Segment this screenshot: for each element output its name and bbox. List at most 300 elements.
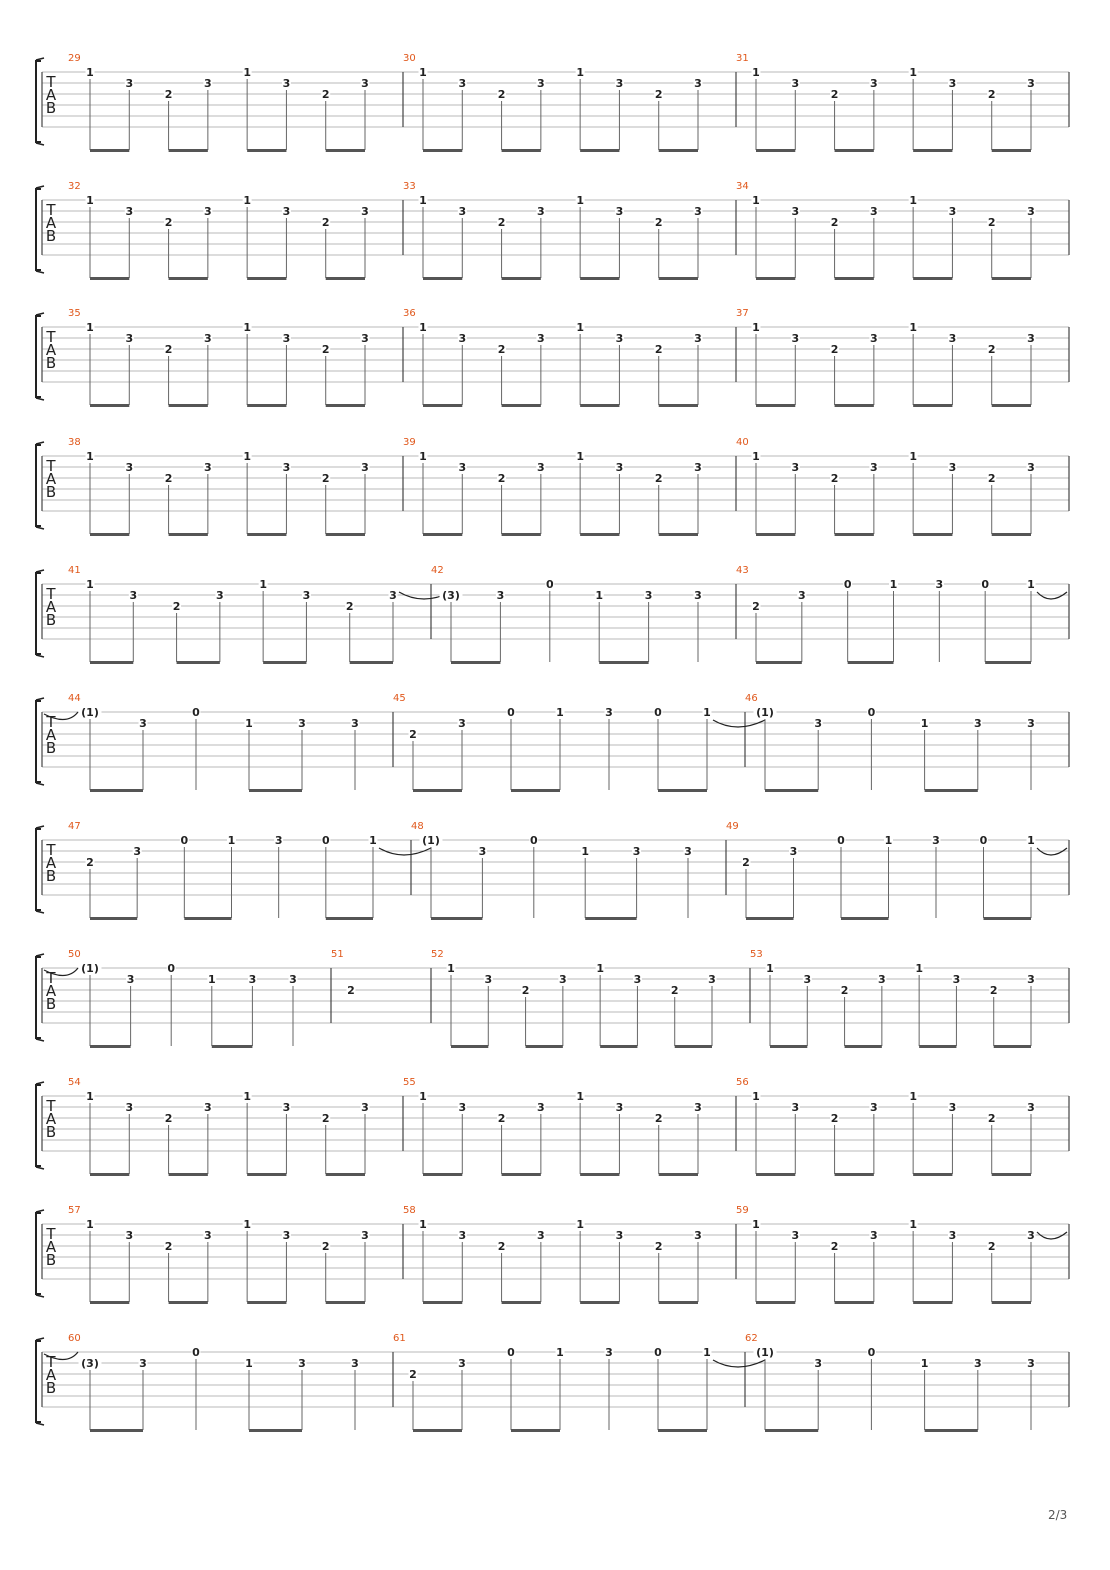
measure xyxy=(736,308,1036,407)
tab-clef-letter: A xyxy=(45,1110,57,1128)
beam xyxy=(247,533,286,536)
fret-number: 0 xyxy=(837,834,845,847)
fret-number: 3 xyxy=(1027,77,1035,90)
tab-clef-letter: B xyxy=(45,867,57,885)
fret-number: 3 xyxy=(948,1229,957,1242)
fret-number: 3 xyxy=(361,205,369,218)
fret-number: 2 xyxy=(321,472,330,485)
tab-clef-letter: T xyxy=(46,585,56,603)
measure xyxy=(403,181,703,280)
measure xyxy=(68,308,370,407)
measure-number: 46 xyxy=(745,693,758,704)
system-bracket xyxy=(36,829,41,910)
fret-number: 3 xyxy=(948,77,957,90)
measure xyxy=(68,821,431,920)
fret-number: 1 xyxy=(752,1218,760,1231)
fret-number: 1 xyxy=(245,717,253,730)
fret-number: 3 xyxy=(458,1357,466,1370)
measure-number: 44 xyxy=(68,693,81,704)
tab-clef-letter: B xyxy=(45,1379,57,1397)
fret-number: 1 xyxy=(556,706,564,719)
fret-number: 3 xyxy=(605,1346,613,1359)
measure xyxy=(403,308,703,407)
fret-number: 2 xyxy=(321,216,330,229)
beam xyxy=(659,149,698,152)
fret-number: 3 xyxy=(633,973,642,986)
measure-number: 49 xyxy=(726,821,739,832)
fret-number: 3 xyxy=(248,973,257,986)
fret-number: (3) xyxy=(81,1357,99,1370)
beam xyxy=(502,404,541,407)
fret-number: 1 xyxy=(576,450,584,463)
beam xyxy=(502,149,541,152)
fret-number: 1 xyxy=(1027,578,1035,591)
beam xyxy=(511,1429,560,1432)
measure xyxy=(745,693,1036,792)
beam xyxy=(580,149,619,152)
fret-number: 1 xyxy=(889,578,898,591)
fret-number: 3 xyxy=(694,589,702,602)
fret-number: 1 xyxy=(766,962,774,975)
beam xyxy=(845,1045,882,1048)
fret-number: 0 xyxy=(167,962,176,975)
measure-number: 32 xyxy=(68,181,81,192)
beam xyxy=(994,1045,1031,1048)
fret-number: 3 xyxy=(632,845,641,858)
fret-number: 1 xyxy=(703,1346,711,1359)
beam xyxy=(169,1173,208,1176)
fret-number: 3 xyxy=(282,1229,291,1242)
beam xyxy=(913,1301,952,1304)
measure-number: 41 xyxy=(68,565,81,576)
fret-number: 2 xyxy=(321,1240,330,1253)
fret-number: 3 xyxy=(605,706,613,719)
fret-number: 3 xyxy=(694,205,702,218)
bracket-hook xyxy=(36,911,44,913)
system-bracket xyxy=(36,573,41,654)
fret-number: 1 xyxy=(909,321,917,334)
tab-clef-letter: B xyxy=(45,354,57,372)
tab-system xyxy=(36,565,1069,664)
beam xyxy=(925,789,978,792)
fret-number: 2 xyxy=(654,88,663,101)
fret-number: 3 xyxy=(361,332,369,345)
fret-number: 3 xyxy=(125,77,134,90)
tab-clef-letter: A xyxy=(45,470,57,488)
measure xyxy=(750,949,1036,1048)
beam xyxy=(992,1173,1031,1176)
beam xyxy=(835,404,874,407)
tab-system xyxy=(36,1077,1069,1176)
beam xyxy=(90,404,129,407)
measure-number: 61 xyxy=(393,1333,406,1344)
fret-number: 1 xyxy=(86,578,94,591)
measure-number: 43 xyxy=(736,565,749,576)
beam xyxy=(326,1301,365,1304)
measure xyxy=(736,1077,1036,1176)
fret-number: 0 xyxy=(192,706,200,719)
beam xyxy=(502,277,541,280)
fret-number: 3 xyxy=(870,1101,878,1114)
bracket-hook xyxy=(36,186,44,188)
measure xyxy=(736,181,1036,280)
fret-number: 3 xyxy=(204,205,212,218)
fret-number: 3 xyxy=(204,1101,212,1114)
bracket-hook xyxy=(36,1210,44,1212)
beam xyxy=(600,1045,637,1048)
bracket-hook xyxy=(36,1082,44,1084)
fret-number: 0 xyxy=(981,578,989,591)
beam xyxy=(326,1173,365,1176)
fret-number: 3 xyxy=(948,332,957,345)
beam xyxy=(756,661,802,664)
fret-number: 3 xyxy=(791,1229,800,1242)
fret-number: 1 xyxy=(703,706,711,719)
system-bracket xyxy=(36,1085,41,1166)
beam xyxy=(770,1045,807,1048)
beam xyxy=(913,1173,952,1176)
fret-number: 2 xyxy=(830,343,839,356)
beam xyxy=(765,789,818,792)
measure-number: 36 xyxy=(403,308,416,319)
fret-number: 2 xyxy=(987,216,996,229)
fret-number: 1 xyxy=(576,1218,584,1231)
tab-clef-letter: A xyxy=(45,726,57,744)
beam xyxy=(756,1301,795,1304)
measure-number: 56 xyxy=(736,1077,749,1088)
fret-number: 2 xyxy=(321,343,330,356)
beam xyxy=(659,1173,698,1176)
tab-clef-letter: A xyxy=(45,982,57,1000)
beam xyxy=(658,789,707,792)
fret-number: 1 xyxy=(243,1218,251,1231)
beam xyxy=(326,404,365,407)
beam xyxy=(585,917,636,920)
fret-number: 1 xyxy=(243,450,251,463)
bracket-hook xyxy=(36,1167,44,1169)
fret-number: 2 xyxy=(987,343,996,356)
fret-number: 1 xyxy=(86,1090,94,1103)
bracket-hook xyxy=(36,1039,44,1041)
fret-number: 3 xyxy=(559,973,567,986)
beam xyxy=(247,149,286,152)
tab-clef-letter: A xyxy=(45,1238,57,1256)
beam xyxy=(756,404,795,407)
beam xyxy=(184,917,231,920)
measure xyxy=(68,1205,370,1304)
fret-number: 3 xyxy=(791,77,800,90)
measure xyxy=(726,821,1067,920)
bracket-hook xyxy=(36,783,44,785)
tab-clef-letter: B xyxy=(45,739,57,757)
fret-number: 3 xyxy=(298,717,306,730)
fret-number: 3 xyxy=(878,973,886,986)
beam xyxy=(992,277,1031,280)
measure xyxy=(736,437,1036,536)
beam xyxy=(984,917,1032,920)
beam xyxy=(992,404,1031,407)
beam xyxy=(659,404,698,407)
fret-number: 3 xyxy=(1027,332,1035,345)
fret-number: 3 xyxy=(1027,461,1035,474)
fret-number: 3 xyxy=(389,589,397,602)
tab-clef-letter: T xyxy=(46,201,56,219)
tab-clef-letter: T xyxy=(46,713,56,731)
fret-number: 3 xyxy=(302,589,311,602)
beam xyxy=(350,661,393,664)
fret-number: 3 xyxy=(204,461,212,474)
bracket-hook xyxy=(36,271,44,273)
fret-number: 0 xyxy=(654,1346,662,1359)
fret-number: 3 xyxy=(126,973,135,986)
fret-number: 1 xyxy=(752,1090,760,1103)
tab-clef-letter: T xyxy=(46,1097,56,1115)
beam xyxy=(580,404,619,407)
fret-number: 3 xyxy=(484,973,493,986)
fret-number: 3 xyxy=(870,332,878,345)
system-bracket xyxy=(36,1213,41,1294)
tab-clef-letter: A xyxy=(45,214,57,232)
fret-number: 3 xyxy=(537,461,545,474)
fret-number: 3 xyxy=(708,973,716,986)
tab-system xyxy=(36,1205,1069,1304)
fret-number: 3 xyxy=(361,461,369,474)
fret-number: 3 xyxy=(289,973,297,986)
tab-clef-letter: A xyxy=(45,598,57,616)
fret-number: 1 xyxy=(909,1090,917,1103)
tab-system xyxy=(36,308,1069,407)
fret-number: 3 xyxy=(615,205,624,218)
measure xyxy=(736,53,1036,152)
fret-number: 3 xyxy=(798,589,806,602)
fret-number: 3 xyxy=(870,77,878,90)
fret-number: 2 xyxy=(321,88,330,101)
fret-number: 2 xyxy=(345,600,354,613)
bracket-hook xyxy=(36,570,44,572)
beam xyxy=(675,1045,712,1048)
fret-number: 3 xyxy=(870,461,878,474)
beam xyxy=(848,661,894,664)
beam xyxy=(249,789,302,792)
beam xyxy=(247,277,286,280)
measure-number: 33 xyxy=(403,181,416,192)
fret-number: 1 xyxy=(243,1090,251,1103)
page-number: 2/3 xyxy=(1048,1508,1068,1522)
measure xyxy=(411,821,693,920)
fret-number: 2 xyxy=(654,216,663,229)
beam xyxy=(90,1045,131,1048)
fret-number: 3 xyxy=(458,717,466,730)
fret-number: 3 xyxy=(458,77,467,90)
measure-number: 47 xyxy=(68,821,81,832)
beam xyxy=(659,277,698,280)
fret-number: 2 xyxy=(987,1240,996,1253)
beam xyxy=(212,1045,253,1048)
beam xyxy=(913,149,952,152)
fret-number: 3 xyxy=(684,845,692,858)
bracket-hook xyxy=(36,698,44,700)
fret-number: 1 xyxy=(419,1218,427,1231)
beam xyxy=(90,917,137,920)
beam xyxy=(423,1173,462,1176)
tab-system xyxy=(36,437,1069,536)
fret-number: 2 xyxy=(172,600,181,613)
tab-system xyxy=(36,949,1069,1048)
bracket-hook xyxy=(36,58,44,60)
beam xyxy=(169,149,208,152)
beam xyxy=(599,661,648,664)
measure-number: 30 xyxy=(403,53,416,64)
tab-clef-letter: B xyxy=(45,99,57,117)
fret-number: 3 xyxy=(125,332,134,345)
tab-system xyxy=(36,693,1069,792)
fret-number: 2 xyxy=(497,1240,506,1253)
fret-number: 2 xyxy=(654,343,663,356)
measure-number: 31 xyxy=(736,53,749,64)
measure-number: 55 xyxy=(403,1077,416,1088)
fret-number: 2 xyxy=(497,472,506,485)
measure xyxy=(68,1077,370,1176)
fret-number: 2 xyxy=(497,88,506,101)
beam xyxy=(992,1301,1031,1304)
fret-number: 1 xyxy=(576,66,584,79)
bracket-hook xyxy=(36,1338,44,1340)
fret-number: 3 xyxy=(458,205,467,218)
fret-number: 2 xyxy=(830,1112,839,1125)
beam xyxy=(580,1173,619,1176)
beam xyxy=(169,533,208,536)
fret-number: 3 xyxy=(694,1101,702,1114)
beam xyxy=(925,1429,978,1432)
beam xyxy=(511,789,560,792)
tab-system xyxy=(36,181,1069,280)
system-bracket xyxy=(36,1341,41,1422)
beam xyxy=(263,661,306,664)
measure-number: 60 xyxy=(68,1333,81,1344)
system-bracket xyxy=(36,316,41,397)
fret-number: 0 xyxy=(322,834,330,847)
beam xyxy=(835,533,874,536)
fret-number: 0 xyxy=(654,706,662,719)
measure-number: 35 xyxy=(68,308,81,319)
beam xyxy=(326,277,365,280)
fret-number: 1 xyxy=(419,450,427,463)
fret-number: 3 xyxy=(361,1101,369,1114)
measure-number: 50 xyxy=(68,949,81,960)
beam xyxy=(177,661,220,664)
beam xyxy=(451,1045,488,1048)
fret-number: 1 xyxy=(207,973,216,986)
beam xyxy=(413,789,462,792)
beam xyxy=(90,661,133,664)
beam xyxy=(247,1301,286,1304)
tab-system xyxy=(36,1333,1069,1432)
fret-number: 0 xyxy=(192,1346,200,1359)
fret-number: 3 xyxy=(537,205,545,218)
fret-number: 3 xyxy=(791,332,800,345)
beam xyxy=(765,1429,818,1432)
fret-number: 1 xyxy=(419,194,427,207)
fret-number: 0 xyxy=(867,706,876,719)
fret-number: 1 xyxy=(556,1346,564,1359)
fret-number: 3 xyxy=(644,589,653,602)
fret-number: 1 xyxy=(752,321,760,334)
measure xyxy=(736,1205,1067,1304)
measure xyxy=(68,565,451,664)
fret-number: 3 xyxy=(1027,717,1035,730)
fret-number: 3 xyxy=(537,1229,545,1242)
fret-number: 1 xyxy=(920,1357,929,1370)
beam xyxy=(90,1301,129,1304)
fret-number: 3 xyxy=(1027,973,1035,986)
fret-number: 1 xyxy=(259,578,267,591)
fret-number: 2 xyxy=(987,472,996,485)
tab-clef-letter: B xyxy=(45,483,57,501)
fret-number: 2 xyxy=(830,216,839,229)
tab-clef-letter: A xyxy=(45,854,57,872)
fret-number: 2 xyxy=(987,1112,996,1125)
fret-number: 3 xyxy=(125,1229,134,1242)
fret-number: 1 xyxy=(245,1357,253,1370)
fret-number: 3 xyxy=(791,205,800,218)
fret-number: 1 xyxy=(86,321,94,334)
system-bracket xyxy=(36,957,41,1038)
fret-number: 3 xyxy=(952,973,961,986)
measure xyxy=(393,693,765,792)
beam xyxy=(502,1173,541,1176)
fret-number: 1 xyxy=(243,321,251,334)
fret-number: 3 xyxy=(789,845,798,858)
fret-number: 3 xyxy=(791,461,800,474)
fret-number: (1) xyxy=(756,1346,774,1359)
fret-number: 1 xyxy=(596,962,604,975)
measure-number: 38 xyxy=(68,437,81,448)
fret-number: 2 xyxy=(840,984,849,997)
beam xyxy=(756,533,795,536)
fret-number: 3 xyxy=(361,77,369,90)
fret-number: (3) xyxy=(442,589,460,602)
fret-number: 2 xyxy=(497,216,506,229)
fret-number: 2 xyxy=(164,1240,173,1253)
fret-number: 3 xyxy=(1027,1229,1035,1242)
fret-number: 3 xyxy=(814,1357,823,1370)
fret-number: 3 xyxy=(139,1357,147,1370)
fret-number: 3 xyxy=(932,834,940,847)
fret-number: 3 xyxy=(361,1229,369,1242)
beam xyxy=(913,404,952,407)
measure xyxy=(68,181,370,280)
measure-number: 40 xyxy=(736,437,749,448)
beam xyxy=(756,149,795,152)
measure-number: 37 xyxy=(736,308,749,319)
beam xyxy=(423,404,462,407)
fret-number: 2 xyxy=(497,343,506,356)
fret-number: (1) xyxy=(422,834,440,847)
fret-number: 3 xyxy=(216,589,224,602)
fret-number: 3 xyxy=(948,205,957,218)
fret-number: 3 xyxy=(948,461,957,474)
fret-number: 1 xyxy=(419,321,427,334)
fret-number: 3 xyxy=(496,589,505,602)
fret-number: 3 xyxy=(458,332,467,345)
measure xyxy=(403,1205,703,1304)
system-bracket xyxy=(36,445,41,526)
fret-number: 3 xyxy=(204,332,212,345)
fret-number: 1 xyxy=(419,66,427,79)
fret-number: 1 xyxy=(752,450,760,463)
fret-number: 0 xyxy=(529,834,538,847)
fret-number: 2 xyxy=(830,472,839,485)
